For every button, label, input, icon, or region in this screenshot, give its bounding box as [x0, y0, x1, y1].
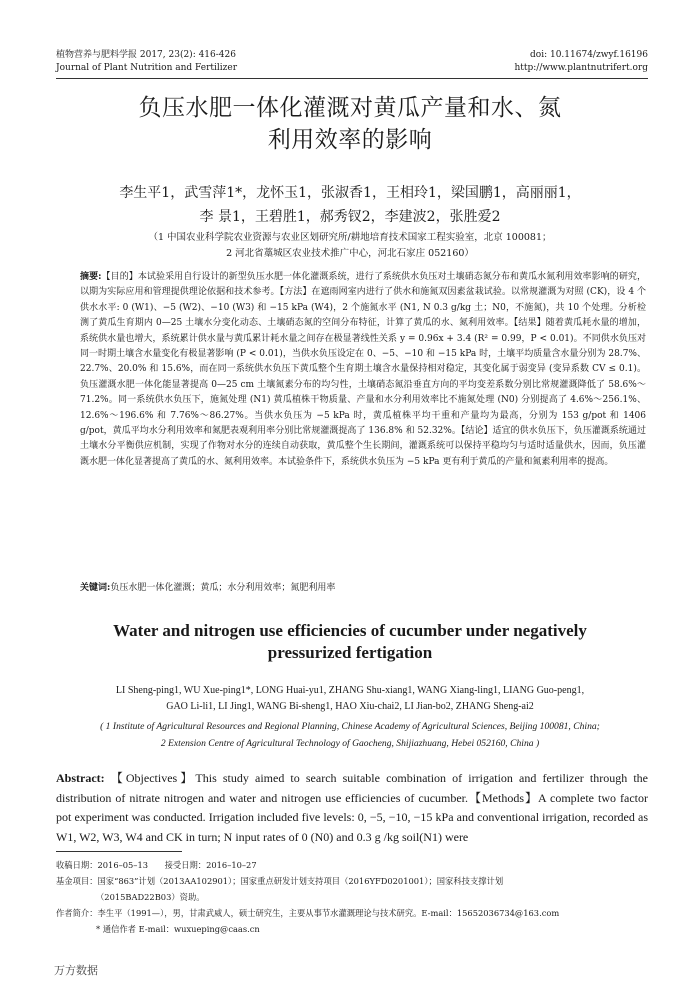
- footnotes: [56, 857, 660, 937]
- footnote-divider: [56, 851, 182, 852]
- fund-info-cont: （2015BAD22B03）资助。: [96, 892, 205, 902]
- affiliations-english: [50, 718, 650, 752]
- affiliation-line: 2 河北省藁城区农业技术推广中心，河北石家庄 052160）: [226, 248, 474, 259]
- affiliation-line: ( 1 Institute of Agricultural Resources and Regional Planning, Chinese Academy of Agricultural Sciences, Beijing 100081, China;: [100, 721, 600, 732]
- keywords-chinese: [80, 581, 646, 595]
- abstract-text: 【Objectives】This study aimed to search suitable combination of irrigation and fertilizer through the distribution of nitrate nitrogen and water and nitrogen use efficiencies of cucumber.【Methods】A complete two factor pot experiment was conducted. Irrigation included five levels: 0, −5, −10, −15 kPa and conventional irrigation, recorded as W1, W2, W3, W4 and CK in turn; N input rates of 0 (N0) and 0.3 g /kg soil(N1) were: [56, 771, 649, 844]
- journal-header-right: [514, 49, 648, 75]
- header-divider: [56, 78, 648, 79]
- affiliation-line: 2 Extension Centre of Agricultural Technology of Gaocheng, Shijiazhuang, Hebei 052160, China ): [160, 738, 540, 749]
- title-english: [60, 620, 640, 664]
- title-chinese-line: 负压水肥一体化灌溉对黄瓜产量和水、氮: [138, 95, 562, 121]
- corresponding-author: * 通信作者 E-mail：wuxueping@caas.cn: [96, 924, 260, 934]
- abstract-english: [56, 769, 648, 847]
- authors-line: GAO Li-li1, LI Jing1, WANG Bi-sheng1, HAO Xiu-chai2, LI Jian-bo2, ZHANG Sheng-ai2: [166, 701, 534, 712]
- abstract-label: Abstract:: [56, 771, 105, 785]
- author-bio: 作者简介：李生平（1991—），男，甘肃武威人，硕士研究生，主要从事节水灌溉理论与技术研究。E-mail：15652036734@163.com: [56, 908, 560, 918]
- abstract-label: 摘要:: [80, 272, 102, 282]
- watermark: 万方数据: [54, 964, 98, 977]
- authors-chinese: [60, 181, 640, 229]
- title-english-line: pressurized fertigation: [267, 643, 433, 662]
- journal-name-en: Journal of Plant Nutrition and Fertilizer: [56, 63, 238, 73]
- authors-line: 李 景1，王碧胜1，郝秀钗2，李建波2，张胜爱2: [199, 209, 501, 225]
- title-chinese-line: 利用效率的影响: [267, 127, 433, 153]
- abstract-chinese: [80, 270, 646, 470]
- authors-english: [50, 683, 650, 715]
- fund-info: 基金项目：国家“863”计划（2013AA102901）；国家重点研发计划支持项目（2016YFD0201001）；国家科技支撑计划: [56, 876, 504, 886]
- abstract-text: 【目的】本试验采用自行设计的新型负压水肥一体化灌溉系统，进行了系统供水负压对土壤硝态氮分布和黄瓜水氮利用效率影响的研究，以期为实际应用和管理提供理论依据和技术参考。【方法】在遮雨网室内进行了供水和施氮双因素盆栽试验。以常规灌溉为对照 (CK)，设 4 个供水水平: 0 (W1)、−5 (W2)、−10 (W3) 和 −15 kPa (W4)，2 个施氮水平 (N1, N 0.3 g/kg 土；N0，不施氮)，共 10 个处理。分析检测了黄瓜生育期内 0—25 土壤水分变化动态、土壤硝态氮的空间分布特征，计算了黄瓜的水、氮利用效率。【结果】随着黄瓜耗水量的增加，系统供水量也增大，系统累计供水量与黄瓜累计耗水量之间存在极显著线性关系 y = 0.96x + 3.4 (R² = 0.99，P < 0.01)。不同供水负压对同一时期土壤含水量变化有极显著影响 (P < 0.01)，当供水负压设定在 0、−5、−10 和 −15 kPa 时，土壤平均质量含水量分别为 28.7%、22.7%、20.0% 和 15.6%，而在同一系统供水负压下黄瓜整个生育期土壤含水量保持相对稳定，其变化属于弱变异 (变异系数 CV ≤ 0.1)。负压灌溉水肥一体化能显著提高 0—25 cm 土壤氮素分布的均匀性，土壤硝态氮沿垂直方向的平均变差系数分别比常规灌溉降低了 58.6%～71.2%。同一系统供水负压下，施氮处理 (N1) 黄瓜植株干物质量、产量和水分利用效率比不施氮处理 (N0) 分别提高了 4.6%～256.1%、12.6%～196.6% 和 7.76%～86.27%。当供水负压为 −5 kPa 时，黄瓜植株平均干重和产量均为最高，分别为 153 g/pot 和 1406 g/pot，黄瓜平均水分利用效率和氮肥表观利用率分别比常规灌溉提高了 136.8% 和 52.32%。【结论】适宜的供水负压下，负压灌溉系统通过土壤水分平衡供应机制，实现了作物对水分的连续自动获取，黄瓜整个生长期间，灌溉系统可以保持平稳均匀与适时适量供水，因而，负压灌溉水肥一体化显著提高了黄瓜的水、氮利用效率。本试验条件下，系统供水负压为 −5 kPa 更有利于黄瓜的产量和氮素利用率的提高。: [80, 272, 646, 467]
- affiliations-chinese: [60, 230, 640, 262]
- authors-line: 李生平1，武雪萍1*，龙怀玉1，张淑香1，王相玲1，梁国鹏1，高丽丽1，: [119, 185, 581, 201]
- journal-name-cn: 植物营养与肥料学报 2017, 23(2): 416-426: [56, 50, 236, 60]
- received-dates: 收稿日期：2016–05–13 接受日期：2016–10–27: [56, 860, 257, 870]
- keywords-label: 关键词:: [80, 583, 111, 593]
- journal-header-left: [56, 49, 237, 75]
- title-chinese: [60, 92, 640, 156]
- authors-line: LI Sheng-ping1, WU Xue-ping1*, LONG Huai-yu1, ZHANG Shu-xiang1, WANG Xiang-ling1, LIANG Guo-peng1,: [115, 685, 585, 696]
- title-english-line: Water and nitrogen use efficiencies of cucumber under negatively: [113, 621, 587, 640]
- keywords-text: 负压水肥一体化灌溉；黄瓜；水分利用效率；氮肥利用率: [110, 583, 336, 593]
- doi: doi: 10.11674/zwyf.16196: [530, 50, 648, 60]
- journal-url[interactable]: http://www.plantnutrifert.org: [514, 63, 648, 73]
- affiliation-line: （1 中国农业科学院农业资源与农业区划研究所/耕地培育技术国家工程实验室，北京 100081；: [148, 232, 552, 243]
